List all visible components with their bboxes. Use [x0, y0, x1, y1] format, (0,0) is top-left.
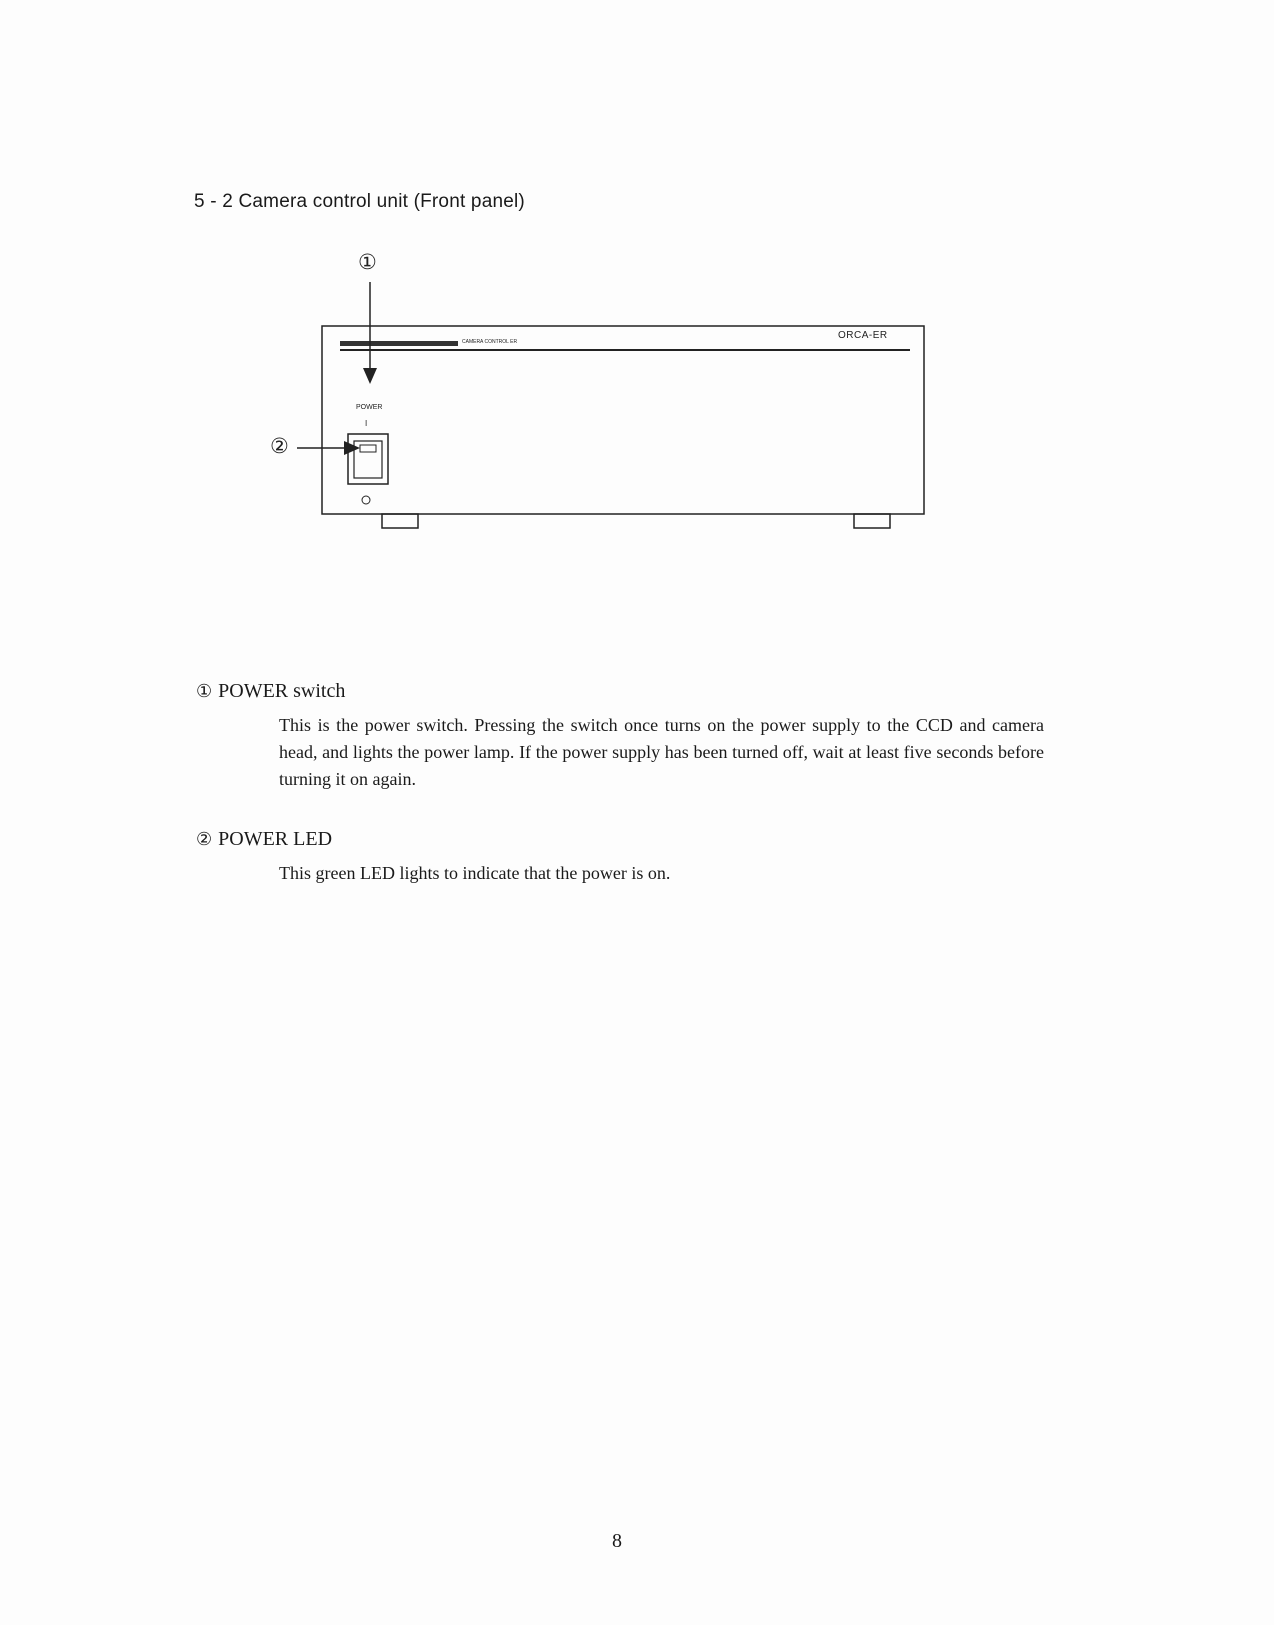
right-foot: [854, 514, 890, 528]
callout-2-arrowhead: [344, 441, 360, 455]
item-marker: ②: [196, 829, 213, 850]
section-heading: 5 - 2 Camera control unit (Front panel): [194, 191, 525, 212]
power-switch-rocker: [354, 441, 382, 478]
callout-1-arrowhead: [363, 368, 377, 384]
item-body-power-led: This green LED lights to indicate that the power is on.: [279, 863, 671, 883]
item-marker: ①: [196, 681, 213, 702]
callout-2-number: ②: [270, 434, 289, 458]
page-number: 8: [612, 1530, 622, 1552]
unit-body: [322, 326, 924, 514]
item-title-power-switch: [196, 680, 345, 703]
item-title-power-led: [196, 828, 332, 851]
switch-on-mark: I: [365, 419, 368, 428]
item-body-power-switch: This is the power switch. Pressing the switch once turns on the power supply to the CCD and camera head, and lights the power lamp. If the power supply has been turned off, wait at least five seconds before turning it on again.: [279, 715, 1044, 789]
power-led-window: [360, 445, 376, 452]
callout-1-number: ①: [358, 250, 377, 274]
brand-strip: [340, 341, 458, 346]
item-title-text: POWER LED: [218, 828, 333, 850]
item-title-text: POWER switch: [218, 680, 346, 702]
switch-off-mark-shape: [362, 496, 370, 504]
model-label: ORCA-ER: [838, 330, 888, 341]
front-panel-drawing: [0, 0, 1274, 640]
left-foot: [382, 514, 418, 528]
front-panel-figure: [0, 0, 1274, 640]
brand-strip-label: CAMERA CONTROL ER: [462, 339, 518, 345]
power-label: POWER: [356, 404, 383, 411]
